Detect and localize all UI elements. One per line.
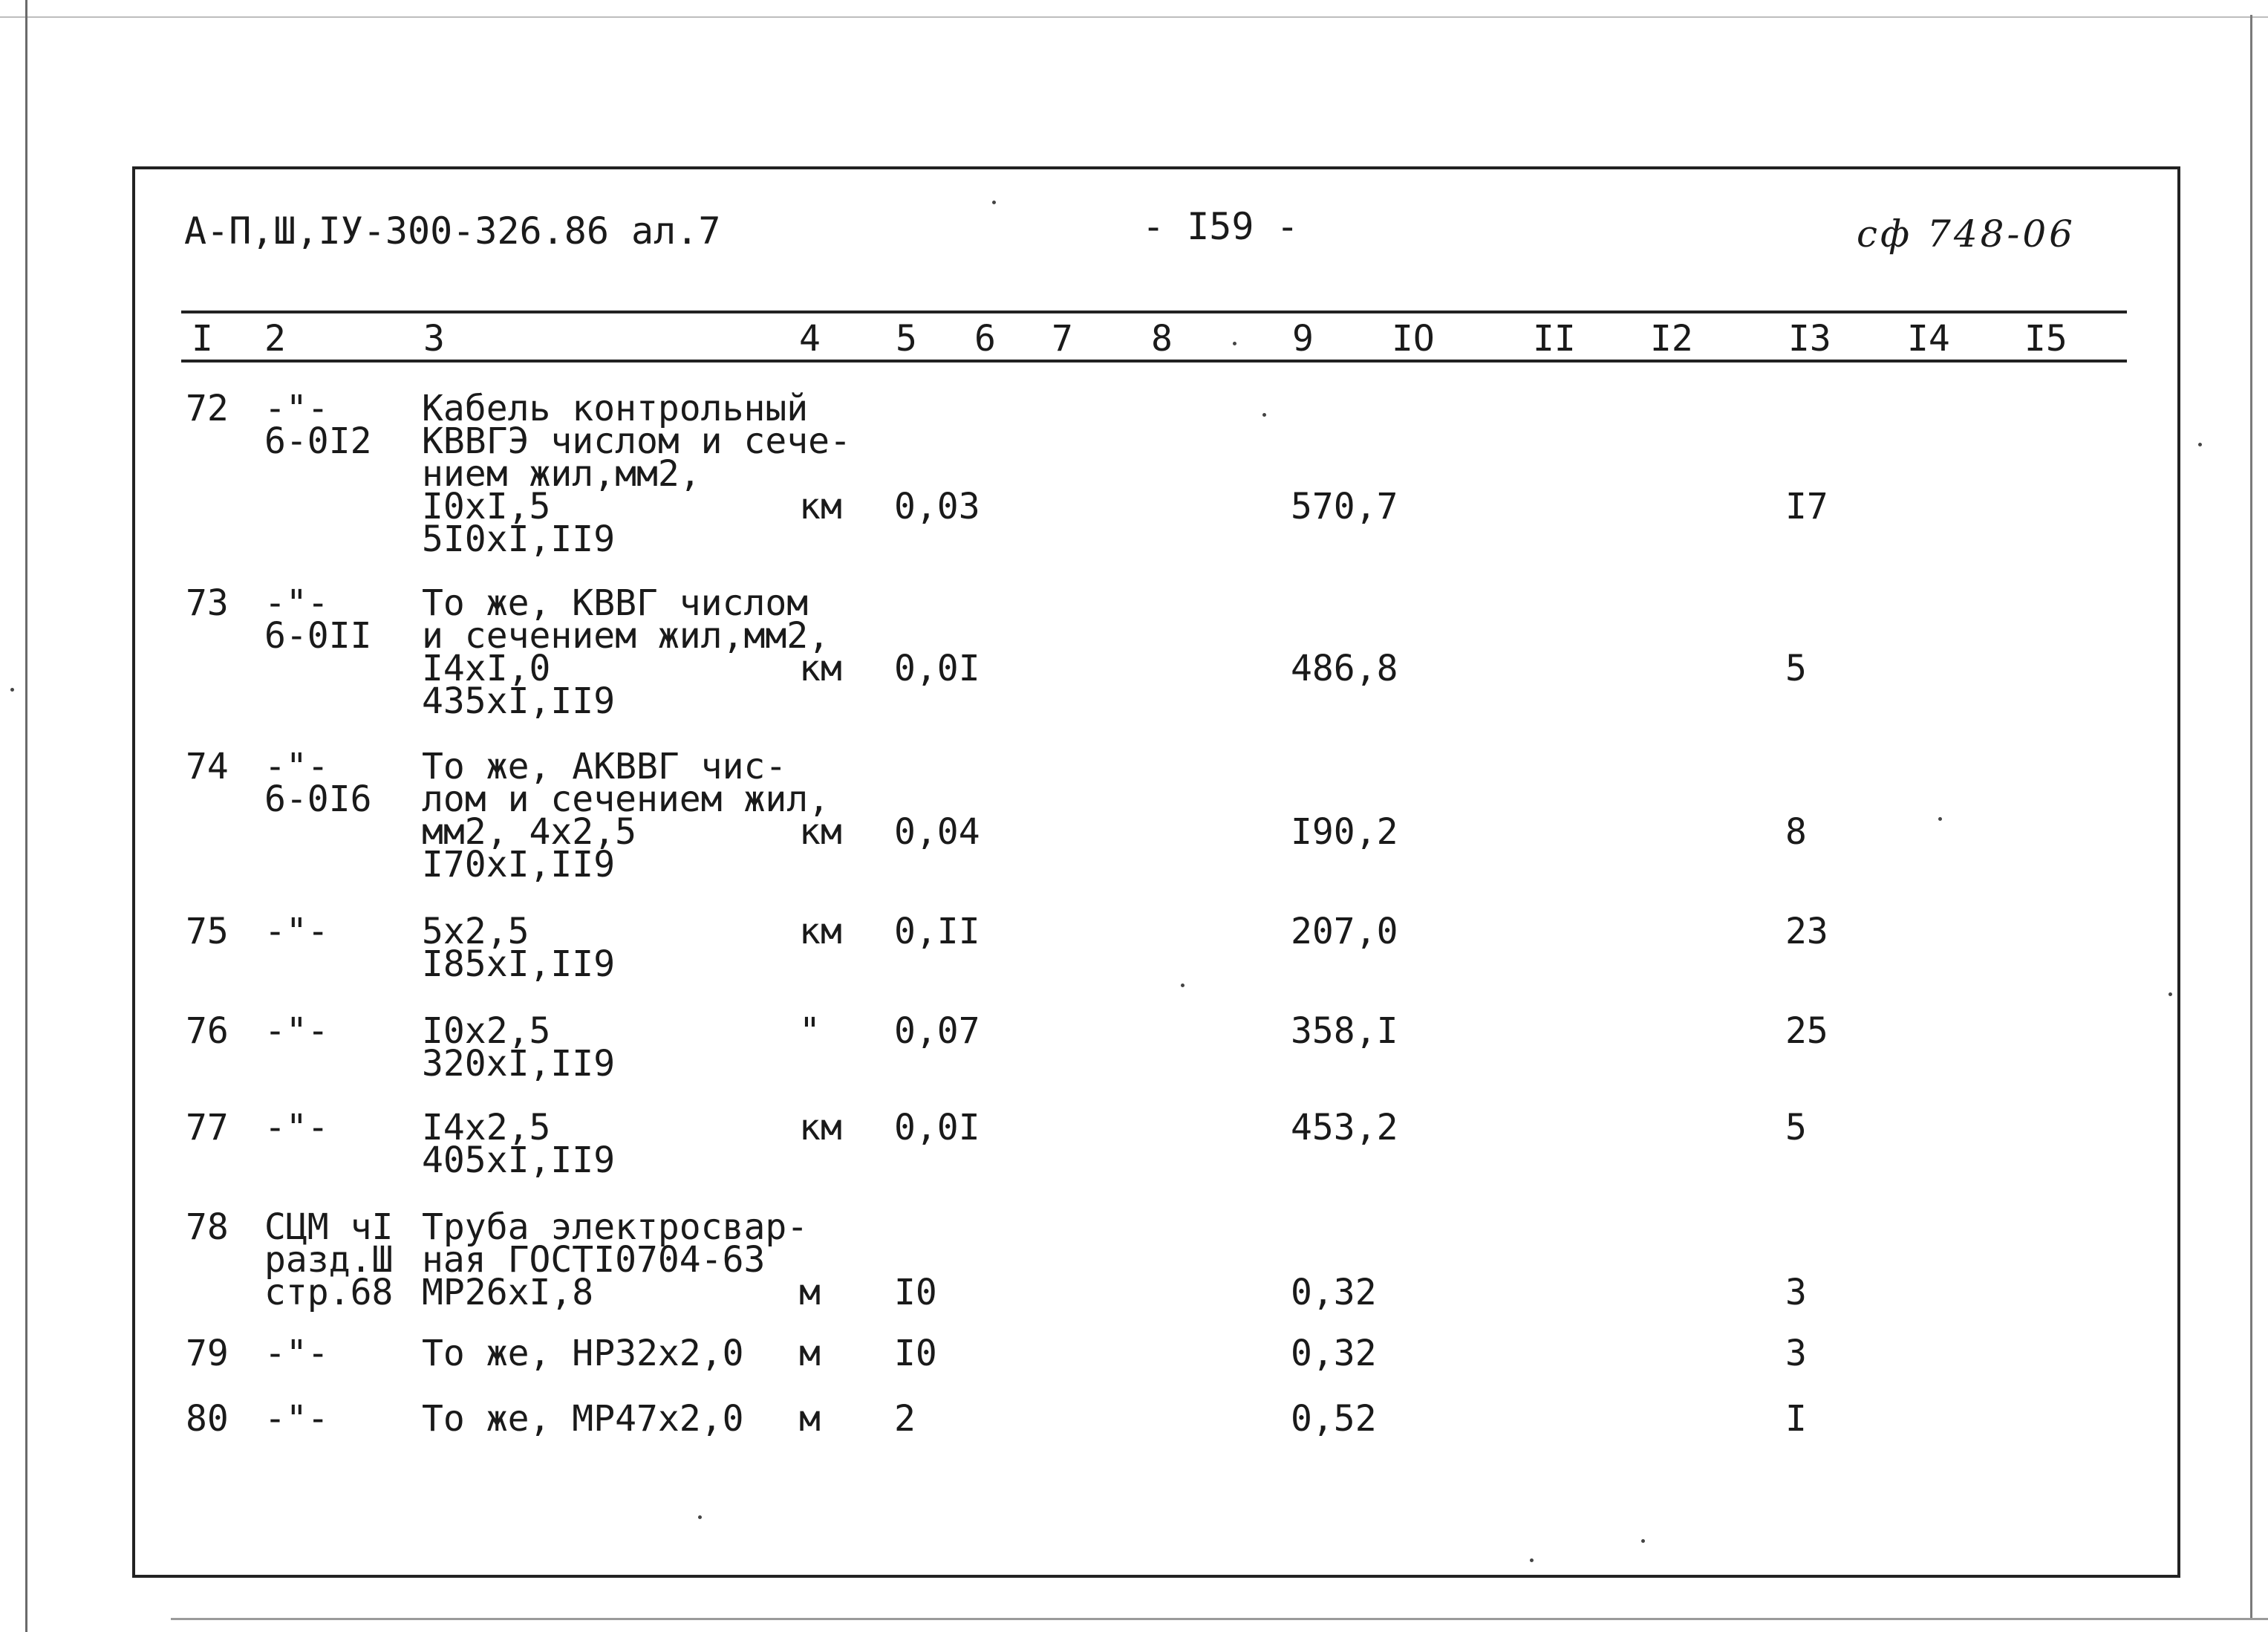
row-norm-code: СЦМ чI разд.Ш стр.68 bbox=[264, 1206, 394, 1313]
row-unit-price: I90,2 bbox=[1291, 811, 1398, 853]
scan-speck bbox=[2198, 443, 2202, 446]
scan-speck bbox=[992, 201, 996, 204]
scan-speck bbox=[1641, 1539, 1645, 1543]
row-quantity: 0,0I bbox=[894, 648, 980, 689]
row-unit: км bbox=[799, 811, 842, 853]
column-number: 7 bbox=[1052, 318, 1073, 360]
column-number: IO bbox=[1392, 318, 1435, 360]
row-unit-price: 358,I bbox=[1291, 1010, 1398, 1052]
row-unit: км bbox=[799, 1107, 842, 1148]
scan-speck bbox=[1262, 413, 1266, 417]
row-total: I7 bbox=[1785, 486, 1828, 527]
row-norm-code: -"- bbox=[264, 911, 329, 952]
scan-edge-bottom bbox=[171, 1618, 2268, 1620]
row-unit-price: 0,52 bbox=[1291, 1398, 1377, 1440]
row-total: 23 bbox=[1785, 911, 1828, 952]
row-number: 77 bbox=[186, 1107, 229, 1148]
row-unit-price: 486,8 bbox=[1291, 648, 1398, 689]
row-number: 75 bbox=[186, 911, 229, 952]
row-number: 74 bbox=[186, 746, 229, 787]
row-quantity: 0,04 bbox=[894, 811, 980, 853]
scan-speck bbox=[2168, 992, 2172, 996]
row-quantity: 2 bbox=[894, 1398, 916, 1440]
row-unit: км bbox=[799, 911, 842, 952]
row-number: 73 bbox=[186, 582, 229, 624]
row-number: 76 bbox=[186, 1010, 229, 1052]
row-unit: м bbox=[799, 1398, 821, 1440]
column-number: I5 bbox=[2024, 318, 2067, 360]
row-item-description: Труба электросвар- ная ГОСТI0704-63 МР26xI,8 bbox=[422, 1206, 809, 1313]
row-total: 3 bbox=[1785, 1333, 1807, 1374]
table-header-rule-top bbox=[181, 311, 2127, 313]
row-unit-price: 207,0 bbox=[1291, 911, 1398, 952]
scan-speck bbox=[1530, 1558, 1534, 1562]
row-number: 79 bbox=[186, 1333, 229, 1374]
scan-speck bbox=[10, 688, 14, 692]
row-total: 5 bbox=[1785, 1107, 1807, 1148]
row-unit: м bbox=[799, 1272, 821, 1313]
row-unit-price: 570,7 bbox=[1291, 486, 1398, 527]
row-norm-code: -"- bbox=[264, 1010, 329, 1052]
table-header-rule-bottom bbox=[181, 360, 2127, 363]
row-norm-code: -"- 6-0I2 bbox=[264, 388, 372, 462]
row-item-description: I0x2,5 320xI,II9 bbox=[422, 1010, 616, 1085]
row-unit: м bbox=[799, 1333, 821, 1374]
row-norm-code: -"- 6-0II bbox=[264, 582, 372, 657]
scan-edge-right bbox=[2250, 15, 2252, 1619]
column-number: I2 bbox=[1650, 318, 1693, 360]
scan-edge-top bbox=[0, 16, 2268, 18]
column-number: I3 bbox=[1788, 318, 1831, 360]
row-item-description: То же, АКВВГ чис- лом и сечением жил, мм2, 4x2,5 I70xI,II9 bbox=[422, 746, 830, 885]
row-norm-code: -"- 6-0I6 bbox=[264, 746, 372, 820]
row-unit-price: 0,32 bbox=[1291, 1272, 1377, 1313]
document-code: А-П,Ш,IУ-300-326.86 ал.7 bbox=[184, 209, 721, 253]
row-total: 8 bbox=[1785, 811, 1807, 853]
row-total: 3 bbox=[1785, 1272, 1807, 1313]
column-number: 9 bbox=[1292, 318, 1314, 360]
row-item-description: То же, НР32x2,0 bbox=[422, 1333, 744, 1374]
column-number: II bbox=[1533, 318, 1576, 360]
row-quantity: 0,03 bbox=[894, 486, 980, 527]
row-total: 5 bbox=[1785, 648, 1807, 689]
row-quantity: 0,0I bbox=[894, 1107, 980, 1148]
row-total: I bbox=[1785, 1398, 1807, 1440]
row-item-description: То же, МР47x2,0 bbox=[422, 1398, 744, 1440]
row-quantity: 0,II bbox=[894, 911, 980, 952]
row-total: 25 bbox=[1785, 1010, 1828, 1052]
row-quantity: 0,07 bbox=[894, 1010, 980, 1052]
scan-speck bbox=[1181, 984, 1184, 987]
row-number: 80 bbox=[186, 1398, 229, 1440]
row-unit-price: 0,32 bbox=[1291, 1333, 1377, 1374]
row-unit-price: 453,2 bbox=[1291, 1107, 1398, 1148]
scan-speck bbox=[1938, 817, 1942, 821]
row-unit: " bbox=[799, 1010, 821, 1052]
handwritten-reference: сф 748-06 bbox=[1857, 212, 2076, 256]
column-number: 5 bbox=[896, 318, 917, 360]
row-item-description: Кабель контрольный КВВГЭ числом и сече- нием жил,мм2, I0xI,5 5I0xI,II9 bbox=[422, 388, 851, 560]
row-item-description: I4x2,5 405xI,II9 bbox=[422, 1107, 616, 1181]
row-unit: км bbox=[799, 486, 842, 527]
column-number: 6 bbox=[974, 318, 996, 360]
page-number: - I59 - bbox=[1142, 205, 1299, 248]
scan-speck bbox=[698, 1515, 702, 1519]
row-norm-code: -"- bbox=[264, 1398, 329, 1440]
column-number: 2 bbox=[264, 318, 286, 360]
column-number: 3 bbox=[423, 318, 445, 360]
row-number: 78 bbox=[186, 1206, 229, 1248]
row-unit: км bbox=[799, 648, 842, 689]
scan-speck bbox=[1233, 342, 1236, 345]
row-item-description: То же, КВВГ числом и сечением жил,мм2, I4xI,0 435xI,II9 bbox=[422, 582, 830, 722]
column-number: I bbox=[192, 318, 213, 360]
column-number: I4 bbox=[1907, 318, 1950, 360]
row-item-description: 5x2,5 I85xI,II9 bbox=[422, 911, 616, 985]
column-number: 4 bbox=[799, 318, 821, 360]
row-number: 72 bbox=[186, 388, 229, 429]
row-norm-code: -"- bbox=[264, 1333, 329, 1374]
row-quantity: I0 bbox=[894, 1333, 937, 1374]
scan-edge-left bbox=[25, 0, 27, 1632]
row-norm-code: -"- bbox=[264, 1107, 329, 1148]
column-number: 8 bbox=[1151, 318, 1173, 360]
row-quantity: I0 bbox=[894, 1272, 937, 1313]
